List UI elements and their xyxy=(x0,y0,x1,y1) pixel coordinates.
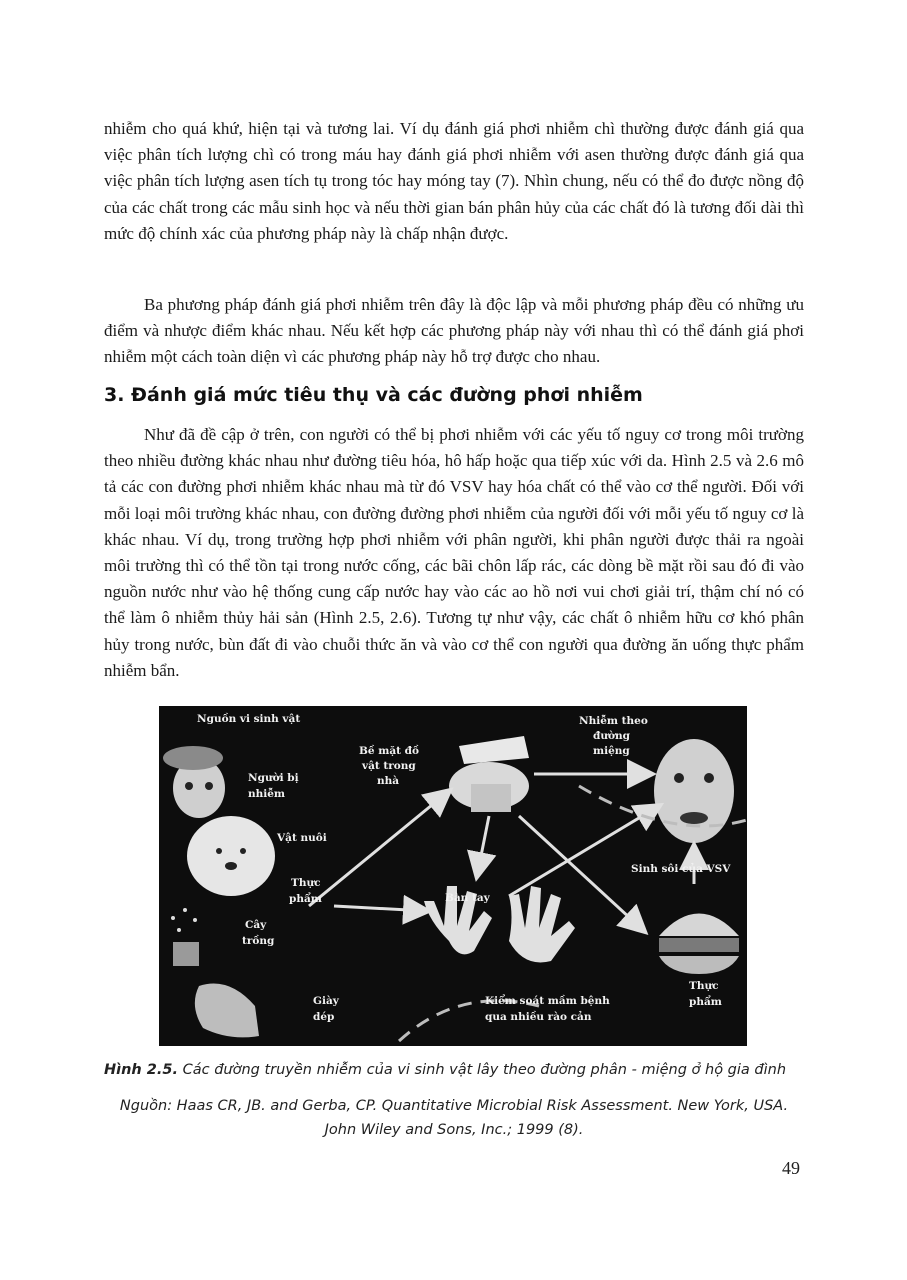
figure-transmission-routes xyxy=(159,706,747,1046)
toilet-illustration xyxy=(449,736,529,812)
label-plants-2: trồng xyxy=(242,935,275,947)
caption-text: Các đường truyền nhiễm của vi sinh vật lây theo đường phân - miệng ở hộ gia đình xyxy=(178,1062,787,1078)
figure-source: Nguồn: Haas CR, JB. and Gerba, CP. Quantitative Microbial Risk Assessment. New York, USA. John Wiley and Sons, Inc.; 1999 (8). xyxy=(119,1098,789,1138)
label-food-left-1: Thực xyxy=(291,877,321,889)
label-infected-person-1: Người bị xyxy=(248,772,299,784)
transmission-diagram xyxy=(159,706,747,1046)
arrow-food-to-hands xyxy=(334,906,427,911)
label-infected-person-2: nhiễm xyxy=(248,788,286,800)
plant-pot-illustration xyxy=(171,908,199,966)
label-surfaces-2: vật trong xyxy=(362,760,416,772)
infected-person-illustration xyxy=(163,746,225,818)
label-surfaces-3: nhà xyxy=(377,775,400,787)
label-surfaces-1: Bề mặt đồ xyxy=(359,745,419,757)
burger-illustration xyxy=(659,914,739,975)
label-oral-2: đường xyxy=(593,730,630,742)
label-hands: Bàn tay xyxy=(445,892,490,904)
label-microbe-source: Nguồn vi sinh vật xyxy=(197,713,301,725)
label-oral-1: Nhiễm theo xyxy=(579,715,648,727)
face-illustration xyxy=(654,739,734,843)
paragraph-methods-summary: Ba phương pháp đánh giá phơi nhiễm trên đây là độc lập và mỗi phương pháp đều có những ưu điểm và nhược điểm khác nhau. Nếu kết hợp các phương pháp này với nhau thì có thể đánh giá phơi nhiễm một cách toàn diện vì các phương pháp này hỗ trợ được cho nhau. xyxy=(104,295,804,367)
arrow-hands-to-oral xyxy=(509,806,659,896)
label-control-1: Kiểm soát mầm bệnh xyxy=(485,995,610,1007)
label-pets: Vật nuôi xyxy=(277,832,327,844)
caption-label: Hình 2.5. xyxy=(104,1062,178,1078)
page-number: 49 xyxy=(782,1158,800,1178)
figure-caption xyxy=(104,1062,814,1078)
paragraph-exposure-biomarkers: nhiễm cho quá khứ, hiện tại và tương lai. Ví dụ đánh giá phơi nhiễm chì thường được đánh giá qua việc phân tích lượng chì có trong máu hay đánh giá phơi nhiễm với asen thường được đánh giá qua việc phân tích lượng asen tích tụ trong tóc hay móng tay (7). Nhìn chung, nếu có thể đo được nồng độ của các chất trong các mẫu sinh học và nếu thời gian bán phân hủy của các chất đó là tương đối dài thì mức độ chính xác của phương pháp này là chấp nhận được. xyxy=(104,119,804,243)
label-food-right-2: phẩm xyxy=(689,996,722,1008)
label-shoes-2: dép xyxy=(313,1011,335,1023)
arrow-surfaces-to-hands xyxy=(477,816,489,876)
section-heading: 3. Đánh giá mức tiêu thụ và các đường phơi nhiễm xyxy=(104,384,643,406)
label-food-left-2: phẩm xyxy=(289,893,322,905)
pet-dog-illustration xyxy=(187,816,275,896)
paragraph-exposure-routes: Như đã đề cập ở trên, con người có thể bị phơi nhiễm với các yếu tố nguy cơ trong môi trường theo nhiều đường khác nhau như đường tiêu hóa, hô hấp hoặc qua tiếp xúc với da. Hình 2.5 và 2.6 mô tả các con đường phơi nhiễm khác nhau mà từ đó VSV hay hóa chất có thể vào cơ thể người. Đối với mỗi loại môi trường khác nhau, con đường đường phơi nhiễm của người đối với mỗi yếu tố nguy cơ là khác nhau. Ví dụ, trong trường hợp phơi nhiễm với phân người, khi phân người được thải ra ngoài môi trường thì có thể tồn tại trong nước cống, các bãi chôn lấp rác, các dòng bề mặt rồi sau đó đi vào nguồn nước như vào hệ thống cung cấp nước hay vào các ao hồ nơi vui chơi giải trí, thậm chí nó có thể làm ô nhiễm thủy hải sản (Hình 2.5, 2.6). Tương tự như vậy, các chất ô nhiễm hữu cơ khó phân hủy trong nước, bùn đất đi vào chuỗi thức ăn và vào cơ thể con người qua đường ăn uống thực phẩm nhiễm bẩn. xyxy=(104,425,804,680)
label-control-2: qua nhiều rào cản xyxy=(485,1011,592,1023)
label-oral-3: miệng xyxy=(593,745,630,757)
shoe-illustration xyxy=(195,984,259,1038)
arrow-food-to-surfaces xyxy=(309,791,449,906)
label-shoes-1: Giày xyxy=(313,995,339,1007)
label-plants-1: Cây xyxy=(245,919,267,931)
label-food-right-1: Thực xyxy=(689,980,719,992)
label-multiply: Sinh sôi của VSV xyxy=(631,863,731,875)
